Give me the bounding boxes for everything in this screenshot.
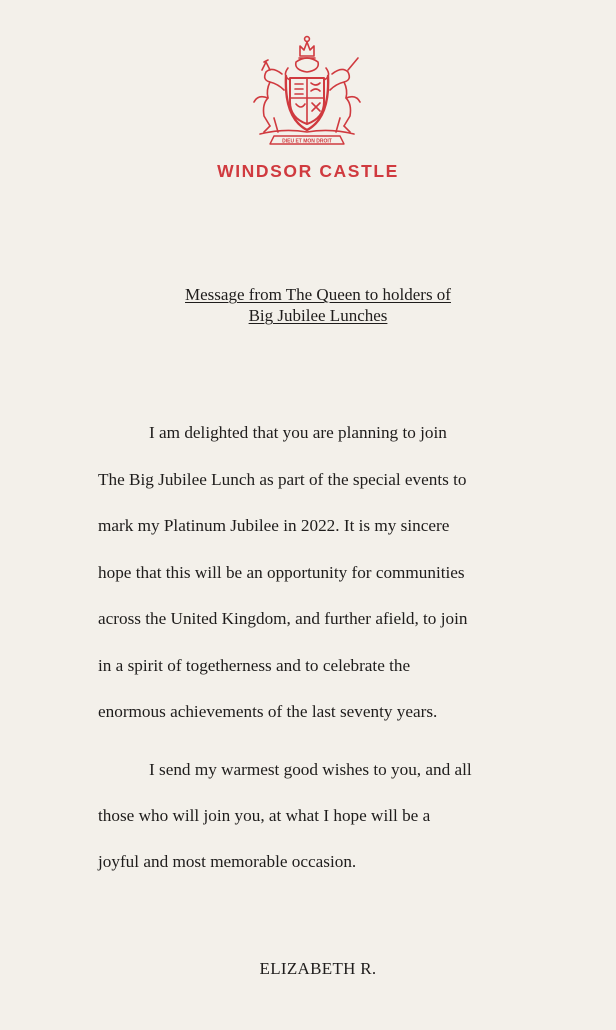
signature: ELIZABETH R. xyxy=(259,959,377,978)
letterhead-title: WINDSOR CASTLE xyxy=(217,161,399,181)
body-line: I am delighted that you are planning to join xyxy=(149,423,447,442)
svg-text:DIEU ET MON DROIT: DIEU ET MON DROIT xyxy=(282,138,332,145)
body-line: hope that this will be an opportunity for communities xyxy=(98,563,465,582)
body-line: across the United Kingdom, and further afield, to join xyxy=(98,609,468,628)
body-line: The Big Jubilee Lunch as part of the special events to xyxy=(98,470,467,489)
body-line: joyful and most memorable occasion. xyxy=(98,852,357,871)
body-line: those who will join you, at what I hope will be a xyxy=(98,806,431,825)
message-subject xyxy=(0,284,616,326)
body-line: I send my warmest good wishes to you, and all xyxy=(149,760,472,779)
body-line: in a spirit of togetherness and to celebrate the xyxy=(98,656,411,675)
subject-line-2: Big Jubilee Lunches xyxy=(248,306,388,325)
royal-coat-of-arms-icon xyxy=(244,34,370,148)
body-line: enormous achievements of the last seventy years. xyxy=(98,702,438,721)
body-line: mark my Platinum Jubilee in 2022. It is my sincere xyxy=(98,516,450,535)
subject-line-1: Message from The Queen to holders of xyxy=(185,285,451,304)
